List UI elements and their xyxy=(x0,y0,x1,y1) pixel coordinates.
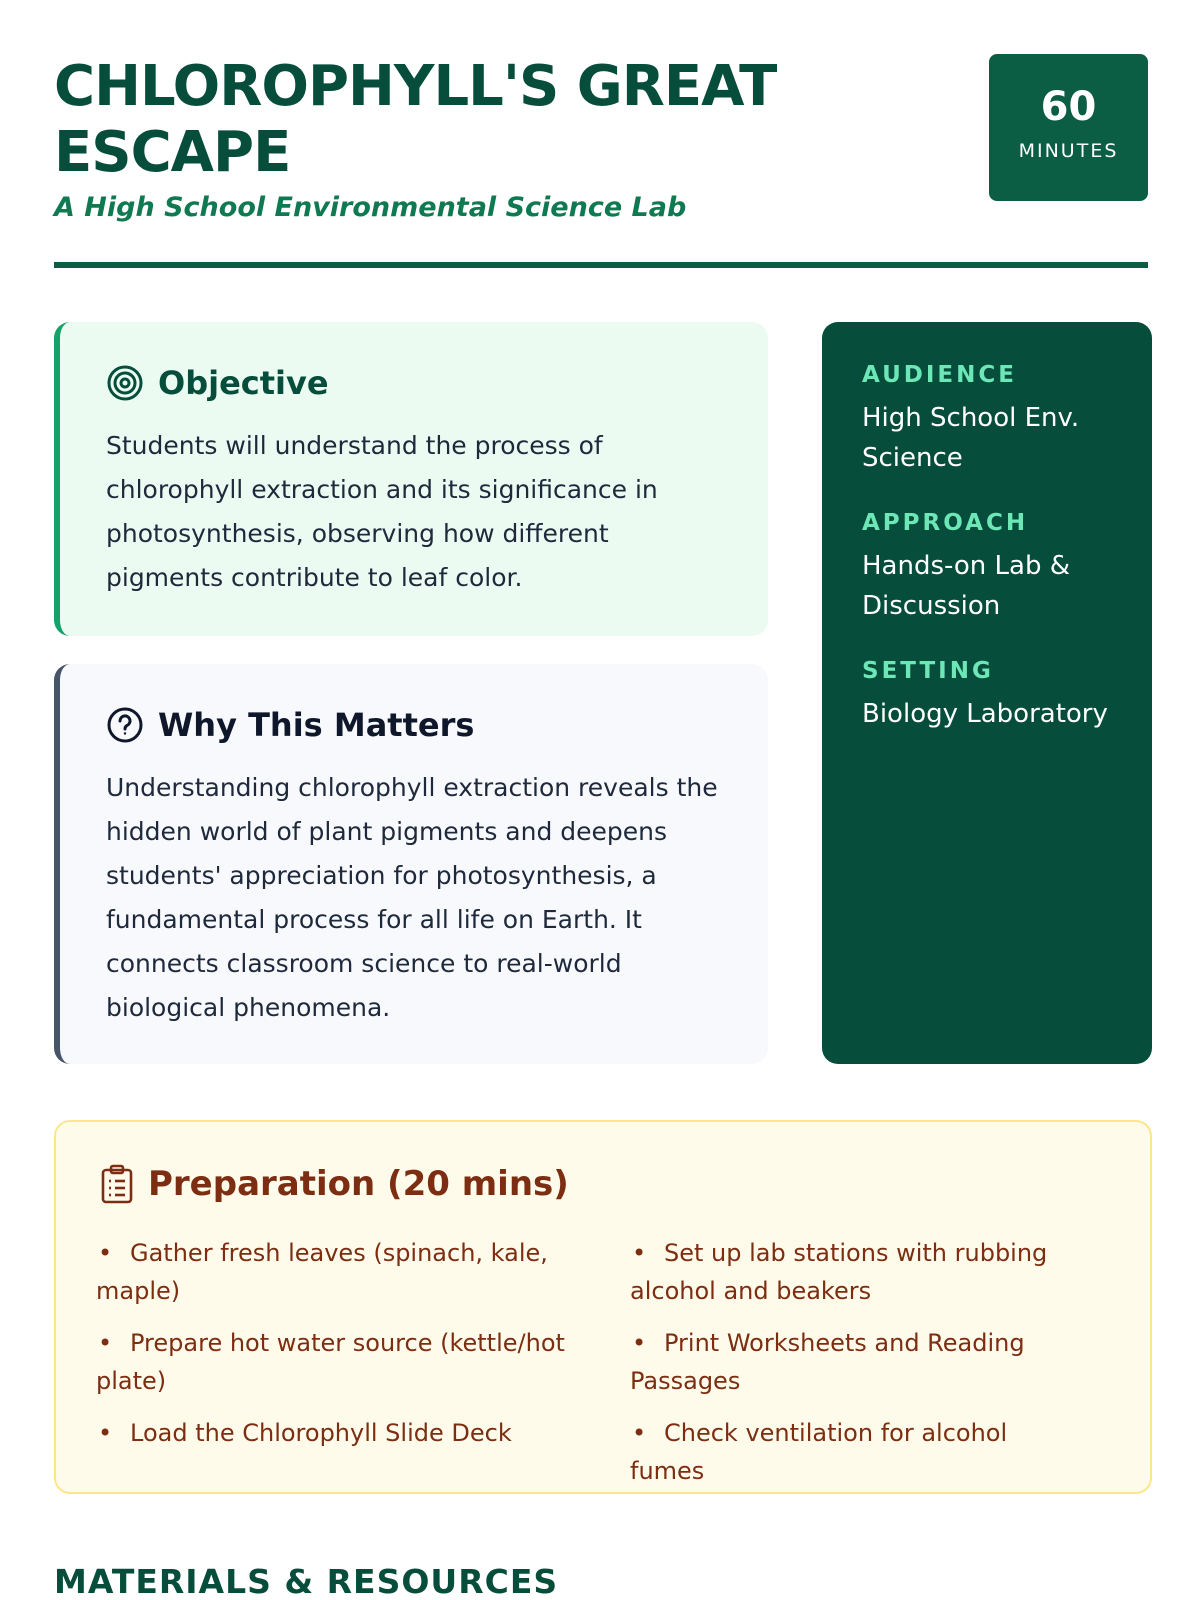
sidebar-item-audience xyxy=(862,362,1112,478)
list-item: • Load the Chlorophyll Slide Deck xyxy=(96,1414,630,1490)
objective-heading: Objective xyxy=(158,364,329,402)
page-subtitle: A High School Environmental Science Lab xyxy=(54,192,687,223)
clipboard-icon xyxy=(100,1164,134,1204)
header-divider xyxy=(54,262,1148,268)
header xyxy=(54,54,1148,223)
duration-badge xyxy=(989,54,1148,201)
sidebar-label: APPROACH xyxy=(862,510,1029,536)
list-item: • Set up lab stations with rubbing alcohol and beakers xyxy=(630,1234,1116,1310)
list-item: • Print Worksheets and Reading Passages xyxy=(630,1324,1116,1400)
sidebar-label: SETTING xyxy=(862,658,994,684)
sidebar-item-setting xyxy=(862,658,1112,734)
sidebar-value: Biology Laboratory xyxy=(862,699,1108,729)
why-card xyxy=(54,664,768,1064)
page-title: CHLOROPHYLL'S GREAT ESCAPE xyxy=(54,54,777,185)
info-sidebar xyxy=(822,322,1152,1064)
duration-unit: MINUTES xyxy=(1018,140,1119,162)
preparation-heading: Preparation (20 mins) xyxy=(148,1164,569,1204)
sidebar-item-approach xyxy=(862,510,1112,626)
preparation-card xyxy=(54,1120,1152,1494)
sidebar-label: AUDIENCE xyxy=(862,362,1017,388)
sidebar-value: Hands-on Lab & Discussion xyxy=(862,551,1070,621)
question-circle-icon xyxy=(106,706,144,744)
target-icon xyxy=(106,364,144,402)
materials-heading: MATERIALS & RESOURCES xyxy=(54,1562,559,1600)
list-item: • Prepare hot water source (kettle/hot plate) xyxy=(96,1324,630,1400)
preparation-header xyxy=(100,1164,569,1204)
list-item: • Check ventilation for alcohol fumes xyxy=(630,1414,1116,1490)
duration-value: 60 xyxy=(1040,84,1097,130)
why-heading: Why This Matters xyxy=(158,706,475,744)
preparation-list xyxy=(96,1234,1116,1490)
list-item: • Gather fresh leaves (spinach, kale, maple) xyxy=(96,1234,630,1310)
why-header xyxy=(106,706,474,744)
why-text: Understanding chlorophyll extraction reveals the hidden world of plant pigments and deepens students' appreciation for photosynthesis, a fundamental process for all life on Earth. It connects classroom science to real-world biological phenomena. xyxy=(106,773,718,1022)
objective-header xyxy=(106,364,329,402)
sidebar-value: High School Env. Science xyxy=(862,403,1080,473)
objective-text: Students will understand the process of chlorophyll extraction and its significance in photosynthesis, observing how different pigments contribute to leaf color. xyxy=(106,431,658,592)
objective-card xyxy=(54,322,768,636)
